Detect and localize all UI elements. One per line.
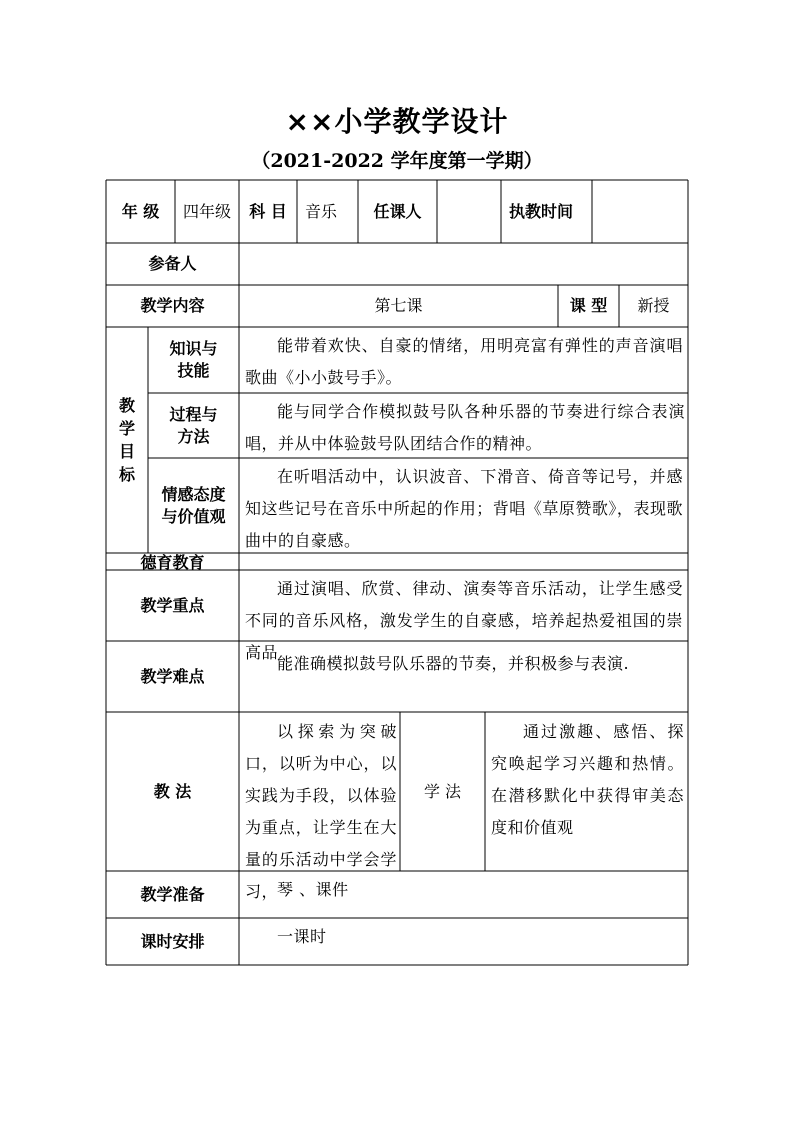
difficulty-label: 教学难点 xyxy=(140,666,205,686)
prep-label: 参备人 xyxy=(148,254,197,273)
goal-3-label: 情感态度与价值观 xyxy=(161,484,226,526)
goal-2-text: 能与同学合作模拟鼓号队各种乐器的节奏进行综合表演唱，并从中体验鼓号队团结合作的精神。 xyxy=(245,402,685,453)
time-value xyxy=(592,180,688,243)
learn-method-label: 学 法 xyxy=(423,781,462,801)
teacher-label: 任课人 xyxy=(373,201,422,221)
goal-3-text: 在听唱活动中，认识波音、下滑音、倚音等记号，并感知这些记号在音乐中所起的作用；背唱《草原赞歌》，表现歌曲中的自豪感。 xyxy=(245,467,683,550)
subject-value: 音乐 xyxy=(305,201,338,221)
teach-method-text: 以探索为突破口，以听为中心，以实践为手段，以体验为重点，让学生在大量的乐活动中学会学习， xyxy=(245,722,397,901)
subject-label: 科 目 xyxy=(249,201,287,221)
grade-label: 年 级 xyxy=(121,201,160,221)
content-label: 教学内容 xyxy=(140,296,205,315)
goals-label: 教学目标 xyxy=(118,396,135,484)
difficulty-text: 能准确模拟鼓号队乐器的节奏，并积极参与表演. xyxy=(277,654,630,673)
moral-label-cell xyxy=(106,553,239,570)
grade-value: 四年级 xyxy=(182,201,231,221)
learn-method-text: 通过激趣、感悟、探究唤起学习兴趣和热情。在潜移默化中获得审美态度和价值观 xyxy=(491,722,684,837)
page-subtitle: （2021-2022 学年度第一学期） xyxy=(251,150,543,172)
goal-1-label: 知识与技能 xyxy=(169,339,218,380)
goals-label-cell xyxy=(106,327,148,553)
page-title: ××小学教学设计 xyxy=(285,105,509,138)
lesson-type-label: 课 型 xyxy=(569,296,608,315)
schedule-label: 课时安排 xyxy=(140,931,205,951)
schedule-value: 一课时 xyxy=(277,927,327,946)
materials-label: 教学准备 xyxy=(140,884,205,904)
goal-2-label: 过程与方法 xyxy=(169,404,218,446)
goal-1-text: 能带着欢快、自豪的情绪，用明亮富有弹性的声音演唱歌曲《小小鼓号手》。 xyxy=(245,336,683,387)
materials-value: 琴 、课件 xyxy=(277,880,349,899)
time-label: 执教时间 xyxy=(509,201,574,221)
moral-label: 德育教育 xyxy=(140,553,205,572)
focus-text: 通过演唱、欣赏、律动、演奏等音乐活动，让学生感受不同的音乐风格，激发学生的自豪感，培养起热爱祖国的崇高品 xyxy=(245,579,683,662)
content-value: 第七课 xyxy=(374,296,423,315)
teach-method-label: 教 法 xyxy=(153,781,192,801)
focus-label: 教学重点 xyxy=(140,595,205,615)
moral-value xyxy=(239,553,688,570)
prep-value xyxy=(239,243,688,285)
lesson-type-value: 新授 xyxy=(637,296,670,315)
teacher-value xyxy=(437,180,501,243)
